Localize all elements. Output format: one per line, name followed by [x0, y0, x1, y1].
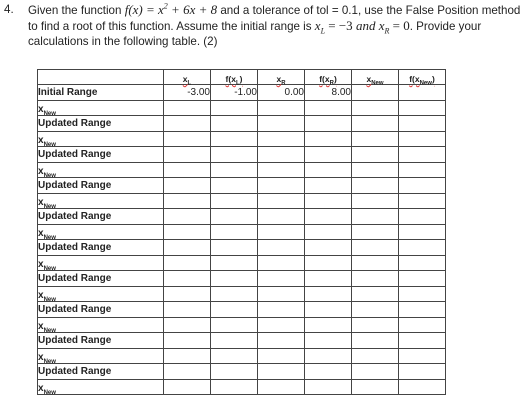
table-cell[interactable] [164, 349, 211, 364]
table-row-xnew [38, 318, 446, 333]
table-cell[interactable] [164, 240, 211, 256]
table-cell[interactable] [399, 116, 446, 132]
header-cell [399, 70, 446, 85]
table-cell[interactable] [164, 132, 211, 147]
table-cell[interactable] [211, 101, 258, 116]
table-cell[interactable] [399, 240, 446, 256]
table-cell[interactable] [258, 349, 305, 364]
table-row-updated-range [38, 178, 446, 194]
table-cell[interactable] [164, 163, 211, 178]
table-cell[interactable] [399, 163, 446, 178]
table-cell[interactable] [258, 163, 305, 178]
table-cell[interactable] [258, 240, 305, 256]
table-cell[interactable] [352, 132, 399, 147]
table-cell[interactable] [399, 194, 446, 209]
table-row-updated-range [38, 302, 446, 318]
table-cell[interactable] [305, 240, 352, 256]
table-cell[interactable] [258, 318, 305, 333]
table-row-updated-range [38, 147, 446, 163]
header-text: $f(x_L)$ [225, 74, 243, 87]
table-cell[interactable] [211, 132, 258, 147]
table-cell[interactable] [352, 287, 399, 302]
table-cell[interactable] [352, 194, 399, 209]
header-text: $f(x_R)$ [319, 74, 337, 87]
table-cell[interactable] [399, 132, 446, 147]
table-cell[interactable]: -1.00 [211, 85, 258, 101]
table-cell[interactable] [258, 333, 305, 349]
calculation-table [37, 69, 446, 395]
table-cell[interactable] [352, 240, 399, 256]
table-cell[interactable] [258, 147, 305, 163]
table-cell[interactable] [399, 225, 446, 240]
table-row-updated-range [38, 240, 446, 256]
table-cell[interactable] [164, 380, 211, 395]
table-cell[interactable] [305, 178, 352, 194]
table-row-xnew [38, 349, 446, 364]
table-cell[interactable] [305, 163, 352, 178]
table-cell[interactable] [211, 271, 258, 287]
table-cell[interactable] [164, 116, 211, 132]
table-cell[interactable] [211, 333, 258, 349]
initial-range-expression: $x_L = -3$ and $x_R = 0$ [314, 18, 410, 36]
table-cell[interactable] [258, 287, 305, 302]
table-row-updated-range [38, 333, 446, 349]
table-cell[interactable] [211, 147, 258, 163]
table-cell[interactable] [258, 271, 305, 287]
header-text: $x_R$ [276, 74, 286, 87]
table-cell[interactable] [352, 147, 399, 163]
row-label-xnew: $x_{New}$ [38, 318, 164, 333]
table-cell[interactable] [305, 349, 352, 364]
table-cell[interactable] [164, 194, 211, 209]
table-cell[interactable] [211, 116, 258, 132]
table-cell[interactable] [164, 147, 211, 163]
row-label-updated-range: Updated Range [38, 178, 164, 194]
row-label-xnew: $x_{New}$ [38, 380, 164, 395]
table-cell[interactable] [352, 333, 399, 349]
table-cell[interactable] [305, 116, 352, 132]
header-cell-blank [38, 70, 164, 85]
table-row-xnew [38, 287, 446, 302]
table-cell[interactable] [258, 116, 305, 132]
table-cell[interactable] [352, 318, 399, 333]
question-line-3: calculations in the following table. (2) [28, 35, 218, 48]
table-cell[interactable] [258, 256, 305, 271]
row-label-xnew: $x_{New}$ [38, 194, 164, 209]
table-cell[interactable] [211, 178, 258, 194]
table-cell[interactable] [211, 209, 258, 225]
table-cell[interactable] [258, 178, 305, 194]
table-cell[interactable] [399, 271, 446, 287]
table-row-xnew [38, 194, 446, 209]
table-cell[interactable] [352, 256, 399, 271]
table-cell[interactable] [164, 364, 211, 380]
row-label-updated-range: Updated Range [38, 147, 164, 163]
table-cell[interactable] [305, 101, 352, 116]
row-label-updated-range: Updated Range [38, 364, 164, 380]
table-cell[interactable] [352, 225, 399, 240]
table-cell[interactable] [305, 194, 352, 209]
table-cell[interactable] [164, 287, 211, 302]
table-cell[interactable] [164, 271, 211, 287]
table-cell[interactable] [164, 318, 211, 333]
table-row-updated-range [38, 271, 446, 287]
row-label-updated-range: Updated Range [38, 240, 164, 256]
table-cell[interactable] [399, 380, 446, 395]
header-cell [305, 70, 352, 85]
table-row-xnew [38, 225, 446, 240]
row-label-xnew: $x_{New}$ [38, 101, 164, 116]
table-cell[interactable] [211, 225, 258, 240]
table-row-initial-range [38, 85, 446, 101]
table-row-xnew [38, 163, 446, 178]
table-cell[interactable] [211, 194, 258, 209]
row-label-xnew: $x_{New}$ [38, 256, 164, 271]
table-cell[interactable] [399, 318, 446, 333]
table-cell[interactable] [352, 349, 399, 364]
table-cell[interactable] [305, 302, 352, 318]
table-cell[interactable] [305, 209, 352, 225]
header-cell [352, 70, 399, 85]
table-row-xnew [38, 132, 446, 147]
question-line-1: Given the function $f(x) = x^2 + 6x + 8$ and a tolerance of tol = 0.1, use the False Position method [28, 1, 520, 17]
table-cell[interactable] [399, 178, 446, 194]
table-cell[interactable] [352, 302, 399, 318]
table-cell[interactable] [211, 318, 258, 333]
header-cell [211, 70, 258, 85]
table-cell[interactable] [305, 333, 352, 349]
table-cell[interactable] [305, 287, 352, 302]
table-cell[interactable] [164, 225, 211, 240]
table-cell[interactable] [399, 333, 446, 349]
table-cell[interactable] [399, 349, 446, 364]
header-text: $f(x_{New})$ [409, 74, 435, 87]
table-row-xnew [38, 380, 446, 395]
table-cell[interactable] [258, 194, 305, 209]
table-cell[interactable] [164, 256, 211, 271]
header-cell [258, 70, 305, 85]
table-cell[interactable] [352, 364, 399, 380]
table-cell[interactable] [258, 132, 305, 147]
table-cell[interactable] [305, 380, 352, 395]
table-cell[interactable] [399, 101, 446, 116]
table-cell[interactable] [211, 349, 258, 364]
table-cell[interactable] [399, 256, 446, 271]
row-label-xnew: $x_{New}$ [38, 225, 164, 240]
table-cell[interactable] [258, 209, 305, 225]
table-cell[interactable]: 0.00 [258, 85, 305, 101]
table-cell[interactable] [164, 101, 211, 116]
row-label-xnew: $x_{New}$ [38, 163, 164, 178]
row-label-updated-range: Updated Range [38, 209, 164, 225]
table-cell[interactable] [305, 225, 352, 240]
table-cell[interactable] [211, 163, 258, 178]
question-number: 4. [4, 3, 14, 16]
table-cell[interactable] [258, 302, 305, 318]
table-cell[interactable] [399, 302, 446, 318]
table-cell[interactable] [352, 163, 399, 178]
question-line-2: to find a root of this function. Assume the initial range is $x_L = -3$ and $x_R = 0$. Provide your [28, 18, 482, 36]
table-cell[interactable] [164, 302, 211, 318]
table-cell[interactable] [352, 380, 399, 395]
table-cell[interactable] [211, 364, 258, 380]
table-header-row [38, 70, 446, 85]
table-cell[interactable] [211, 256, 258, 271]
header-cell [164, 70, 211, 85]
table-cell[interactable] [305, 256, 352, 271]
table-row-updated-range [38, 364, 446, 380]
table-cell[interactable] [164, 209, 211, 225]
row-label-xnew: $x_{New}$ [38, 287, 164, 302]
table-row-xnew [38, 101, 446, 116]
table-cell[interactable] [352, 209, 399, 225]
table-cell[interactable] [305, 271, 352, 287]
table-cell[interactable] [211, 380, 258, 395]
table-cell[interactable] [211, 302, 258, 318]
table-cell[interactable] [258, 225, 305, 240]
table-cell[interactable] [305, 318, 352, 333]
table-row-updated-range [38, 116, 446, 132]
table-cell[interactable] [305, 132, 352, 147]
row-label-updated-range: Updated Range [38, 333, 164, 349]
table-cell[interactable] [258, 380, 305, 395]
table-cell[interactable] [258, 101, 305, 116]
table-cell[interactable] [399, 147, 446, 163]
table-cell[interactable] [258, 364, 305, 380]
table-row-updated-range [38, 209, 446, 225]
row-label-updated-range: Updated Range [38, 116, 164, 132]
table-cell[interactable] [352, 271, 399, 287]
table-cell[interactable] [352, 116, 399, 132]
table-cell[interactable]: -3.00 [164, 85, 211, 101]
table-cell[interactable] [352, 101, 399, 116]
table-row-xnew [38, 256, 446, 271]
table-cell[interactable] [211, 240, 258, 256]
table-cell[interactable] [352, 178, 399, 194]
table-cell[interactable] [305, 147, 352, 163]
function-expression: $f(x) = x^2 + 6x + 8$ [124, 1, 218, 17]
row-label-updated-range: Updated Range [38, 271, 164, 287]
table-cell[interactable] [305, 364, 352, 380]
row-label-xnew: $x_{New}$ [38, 132, 164, 147]
table-cell[interactable] [211, 287, 258, 302]
table-cell[interactable] [399, 287, 446, 302]
header-text: $x_L$ [182, 74, 192, 87]
row-label-initial-range: Initial Range [38, 85, 164, 101]
header-text: $x_{New}$ [366, 74, 384, 87]
table-cell[interactable] [399, 364, 446, 380]
table-cell[interactable]: 8.00 [305, 85, 352, 101]
table-cell[interactable] [164, 333, 211, 349]
table-cell[interactable] [164, 178, 211, 194]
table-cell[interactable] [399, 209, 446, 225]
row-label-xnew: $x_{New}$ [38, 349, 164, 364]
row-label-updated-range: Updated Range [38, 302, 164, 318]
